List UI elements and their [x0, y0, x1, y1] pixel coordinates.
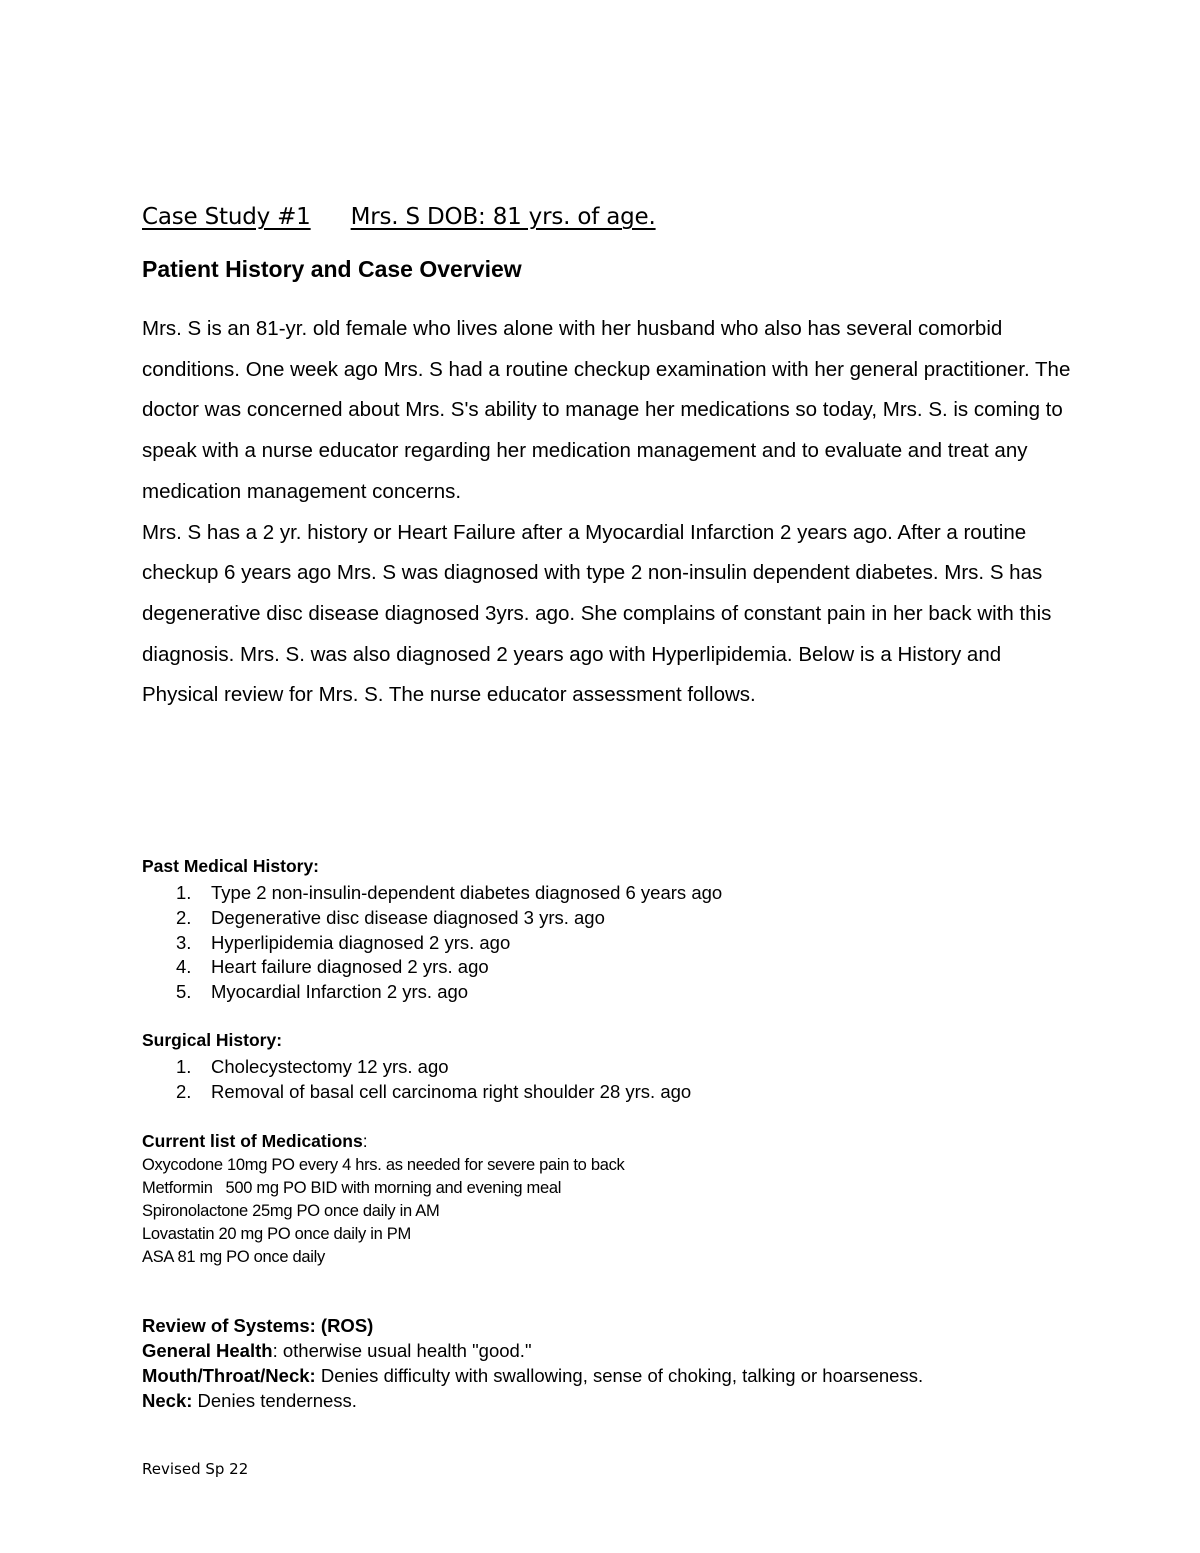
list-item: 1. Cholecystectomy 12 yrs. ago	[176, 1056, 449, 1077]
ros-heading: Review of Systems: (ROS)	[142, 1315, 374, 1336]
overview-paragraph-1: Mrs. S is an 81-yr. old female who lives alone with her husband who also has several comorbid conditions. One week ago Mrs. S had a routine checkup examination with her general practitioner. The doctor was concerned about Mrs. S's ability to manage her medications so today, Mrs. S. is coming to speak with a nurse educator regarding her medication management and to evaluate and treat any medication management concerns.	[142, 317, 1071, 503]
medication-item: Lovastatin 20 mg PO once daily in PM	[142, 1225, 411, 1243]
ros-mouth-text: Denies difficulty with swallowing, sense of choking, talking or hoarseness.	[315, 1365, 924, 1386]
medications-list	[142, 1154, 625, 1269]
review-of-systems	[142, 1313, 923, 1413]
ros-neck-label: Neck:	[142, 1390, 193, 1411]
ros-neck-text: Denies tenderness.	[192, 1390, 357, 1411]
ros-general-health	[142, 1338, 923, 1363]
ros-mouth-throat-neck	[142, 1363, 923, 1388]
list-item: 3. Hyperlipidemia diagnosed 2 yrs. ago	[176, 931, 511, 953]
past-medical-history-heading: Past Medical History:	[142, 856, 319, 876]
list-item: 5. Myocardial Infarction 2 yrs. ago	[176, 981, 469, 1003]
ros-general-label: General Health	[142, 1340, 273, 1361]
patient-label: Mrs. S DOB: 81 yrs. of age.	[350, 204, 656, 230]
ros-mouth-label: Mouth/Throat/Neck:	[142, 1365, 316, 1386]
ros-neck	[142, 1388, 923, 1413]
medication-item: Oxycodone 10mg PO every 4 hrs. as needed for severe pain to back	[142, 1156, 625, 1174]
case-title	[142, 204, 656, 230]
medication-item: ASA 81 mg PO once daily	[142, 1248, 325, 1266]
list-item: 4. Heart failure diagnosed 2 yrs. ago	[176, 956, 489, 978]
medication-item: Metformin 500 mg PO BID with morning and evening meal	[142, 1179, 562, 1197]
overview-heading: Patient History and Case Overview	[142, 256, 522, 282]
footer-revision: Revised Sp 22	[142, 1460, 249, 1478]
medications-heading-suffix: :	[362, 1131, 368, 1151]
ros-general-text: : otherwise usual health "good."	[272, 1340, 532, 1361]
surgical-history-list	[176, 1055, 691, 1105]
list-item: 1. Type 2 non-insulin-dependent diabetes diagnosed 6 years ago	[176, 882, 723, 903]
list-item: 2. Removal of basal cell carcinoma right shoulder 28 yrs. ago	[176, 1080, 692, 1102]
overview-paragraph-2: Mrs. S has a 2 yr. history or Heart Failure after a Myocardial Infarction 2 years ago. After a routine checkup 6 years ago Mrs. S was diagnosed with type 2 non-insulin dependent diabetes. Mrs. S has degenerative disc disease diagnosed 3yrs. ago. She complains of constant pain in her back with this diagnosis. Mrs. S. was also diagnosed 2 years ago with Hyperlipidemia. Below is a History and Physical review for Mrs. S. The nurse educator assessment follows.	[142, 520, 1052, 707]
medication-item: Spironolactone 25mg PO once daily in AM	[142, 1202, 440, 1220]
overview-body	[142, 309, 1072, 716]
medications-heading-line	[142, 1131, 368, 1152]
past-medical-history-list	[176, 881, 722, 1005]
case-label: Case Study #1	[142, 204, 311, 230]
surgical-history-heading: Surgical History:	[142, 1030, 283, 1050]
medications-heading: Current list of Medications	[142, 1131, 363, 1151]
list-item: 2. Degenerative disc disease diagnosed 3 yrs. ago	[176, 906, 605, 928]
